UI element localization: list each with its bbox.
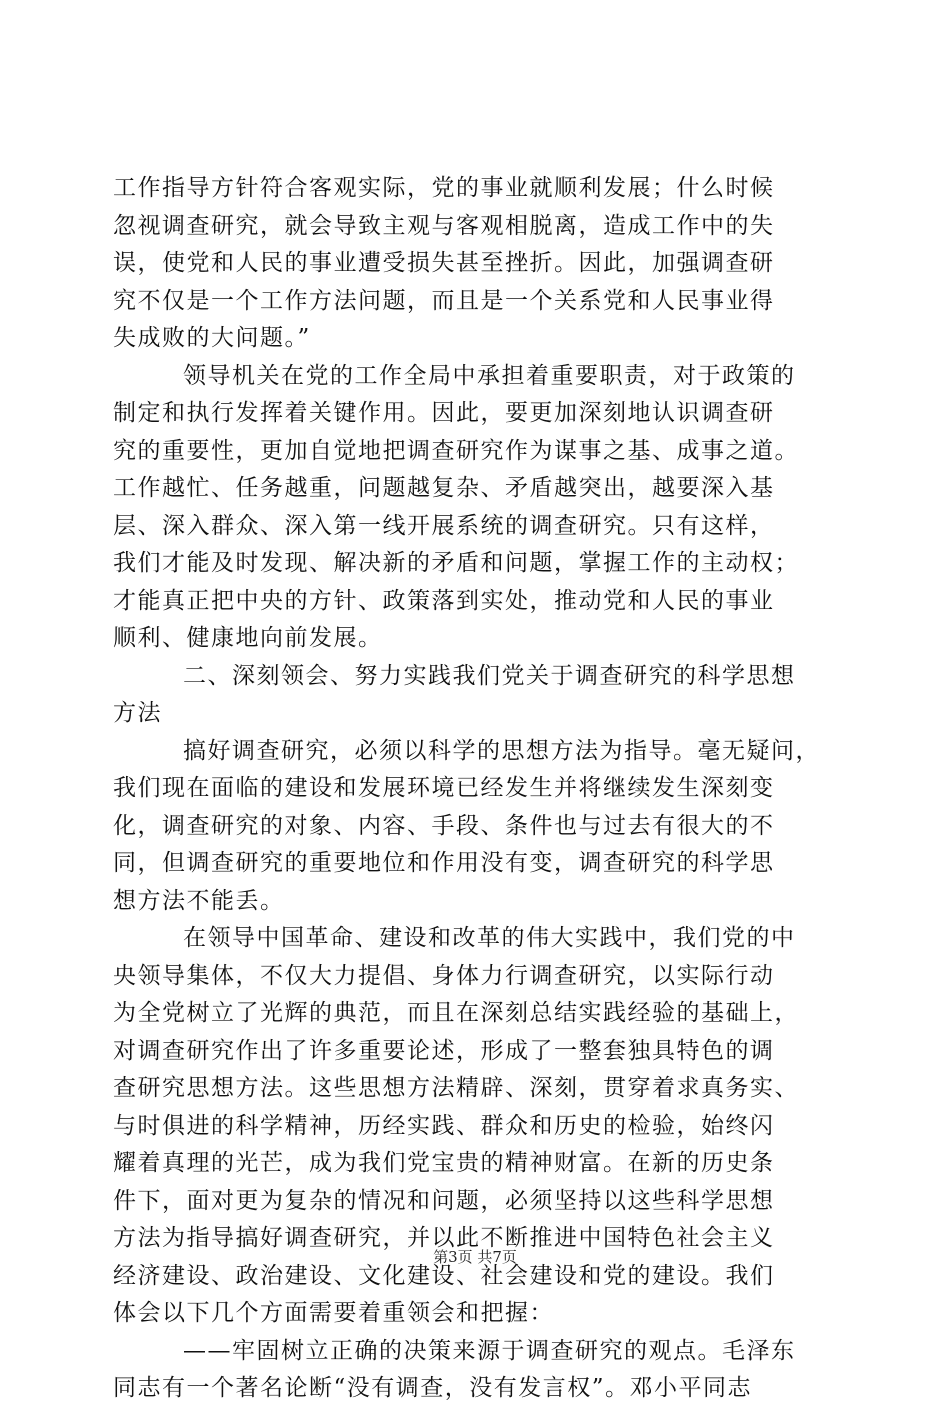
text-line: 为全党树立了光辉的典范，而且在深刻总结实践经验的基础上， [113, 1000, 799, 1026]
text-line: 查研究思想方法。这些思想方法精辟、深刻，贯穿着求真务实、 [113, 1075, 799, 1101]
section-heading-continued: 方法 [113, 700, 162, 726]
text-line: 同志有一个著名论断“没有调查，没有发言权”。邓小平同志 [113, 1375, 753, 1401]
text-line: 方法为指导搞好调查研究，并以此不断推进中国特色社会主义 [113, 1225, 775, 1251]
text-line: 工作指导方针符合客观实际，党的事业就顺利发展；什么时候 [113, 175, 775, 201]
text-line: 我们现在面临的建设和发展环境已经发生并将继续发生深刻变 [113, 775, 775, 801]
text-line: 制定和执行发挥着关键作用。因此，要更加深刻地认识调查研 [113, 400, 775, 426]
text-line: 对调查研究作出了许多重要论述，形成了一整套独具特色的调 [113, 1037, 775, 1064]
text-line: 耀着真理的光芒，成为我们党宝贵的精神财富。在新的历史条 [113, 1150, 775, 1176]
text-line: 想方法不能丢。 [113, 887, 285, 914]
text-line: 央领导集体，不仅大力提倡、身体力行调查研究，以实际行动 [113, 962, 775, 989]
text-line: 化，调查研究的对象、内容、手段、条件也与过去有很大的不 [113, 812, 775, 839]
text-line: 件下，面对更为复杂的情况和问题，必须坚持以这些科学思想 [113, 1187, 775, 1214]
text-line: 体会以下几个方面需要着重领会和把握： [113, 1300, 554, 1326]
text-line: 工作越忙、任务越重，问题越复杂、矛盾越突出，越要深入基 [113, 475, 775, 501]
text-line: 经济建设、政治建设、文化建设、社会建设和党的建设。我们 [113, 1262, 775, 1289]
text-line: 同，但调查研究的重要地位和作用没有变，调查研究的科学思 [113, 850, 775, 876]
text-line: 领导机关在党的工作全局中承担着重要职责，对于政策的 [183, 362, 796, 389]
text-line: 顺利、健康地向前发展。 [113, 625, 383, 651]
text-line: 究的重要性，更加自觉地把调查研究作为谋事之基、成事之道。 [113, 437, 799, 464]
page-number-footer: 第3页 共7页 [433, 1248, 517, 1266]
document-body [113, 170, 833, 1408]
text-line: 究不仅是一个工作方法问题，而且是一个关系党和人民事业得 [113, 287, 775, 314]
text-line: 搞好调查研究，必须以科学的思想方法为指导。毫无疑问， [183, 737, 820, 764]
text-line: 忽视调查研究，就会导致主观与客观相脱离，造成工作中的失 [113, 212, 775, 239]
text-line: 才能真正把中央的方针、政策落到实处，推动党和人民的事业 [113, 587, 775, 614]
text-line: 与时俱进的科学精神，历经实践、群众和历史的检验，始终闪 [113, 1112, 775, 1139]
text-line: 失成败的大问题。” [113, 325, 311, 351]
text-line: ——牢固树立正确的决策来源于调查研究的观点。毛泽东 [183, 1337, 796, 1364]
text-line: 误，使党和人民的事业遭受损失甚至挫折。因此，加强调查研 [113, 250, 775, 276]
text-line: 层、深入群众、深入第一线开展系统的调查研究。只有这样， [113, 512, 775, 539]
text-line: 我们才能及时发现、解决新的矛盾和问题，掌握工作的主动权； [113, 550, 799, 576]
text-line: 在领导中国革命、建设和改革的伟大实践中，我们党的中 [183, 925, 796, 951]
section-heading: 二、深刻领会、努力实践我们党关于调查研究的科学思想 [183, 662, 796, 689]
